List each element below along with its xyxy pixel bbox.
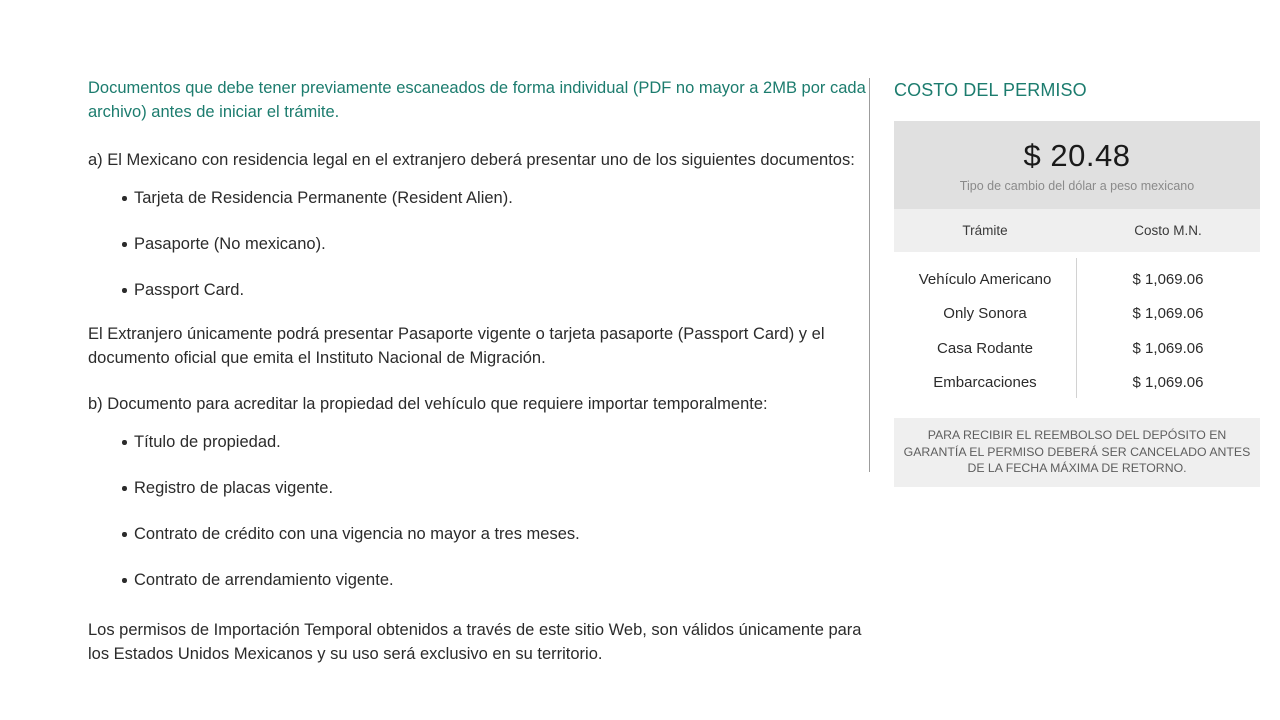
cell-tramite: Vehículo Americano: [918, 270, 1052, 288]
foreigner-note-paragraph: El Extranjero únicamente podrá presentar Pasaporte vigente o tarjeta pasaporte (Passport Card) y el documento oficial que emita el Instituto Nacional de Migración.: [88, 325, 825, 367]
exchange-rate-value: $ 20.48: [1023, 138, 1131, 173]
validity-note-paragraph: Los permisos de Importación Temporal obtenidos a través de este sitio Web, son válidos únicamente para los Estados Unidos Mexicanos y su uso será exclusivo en su territorio.: [88, 621, 862, 663]
cell-costo: $ 1,069.06: [1132, 305, 1204, 323]
panel-title: COSTO DEL PERMISO: [894, 80, 1087, 100]
permit-cost-panel: [894, 78, 1260, 487]
refund-notice-text: PARA RECIBIR EL REEMBOLSO DEL DEPÓSITO EN GARANTÍA EL PERMISO DEBERÁ SER CANCELADO ANTES DE LA FECHA MÁXIMA DE RETORNO.: [903, 428, 1251, 475]
cell-tramite: Only Sonora: [943, 305, 1027, 323]
list-item: Registro de placas vigente.: [88, 476, 866, 500]
exchange-rate-box: [894, 121, 1260, 209]
table-row: [894, 297, 1260, 332]
section-a-heading: a) El Mexicano con residencia legal en el extranjero deberá presentar uno de los siguientes documentos:: [88, 151, 855, 169]
cell-tramite: Embarcaciones: [933, 374, 1037, 392]
intro-heading: Documentos que debe tener previamente escaneados de forma individual (PDF no mayor a 2MB por cada archivo) antes de iniciar el trámite.: [88, 79, 866, 121]
column-header-costo: Costo M.N.: [1134, 223, 1202, 238]
list-item: Passport Card.: [88, 278, 866, 302]
table-row: [894, 366, 1260, 401]
table-row: [894, 262, 1260, 297]
exchange-rate-caption: Tipo de cambio del dólar a peso mexicano: [959, 179, 1195, 193]
cell-tramite: Casa Rodante: [937, 339, 1033, 357]
list-item: Tarjeta de Residencia Permanente (Resident Alien).: [88, 186, 866, 210]
list-item: Pasaporte (No mexicano).: [88, 232, 866, 256]
section-b-heading: b) Documento para acreditar la propiedad del vehículo que requiere importar temporalmente:: [88, 395, 768, 413]
table-column-separator: [1076, 258, 1077, 398]
cell-costo: $ 1,069.06: [1132, 270, 1204, 288]
list-item: Título de propiedad.: [88, 430, 866, 454]
cost-table-body: [894, 252, 1260, 400]
requirements-content: [88, 76, 866, 680]
column-divider: [869, 78, 870, 472]
cell-costo: $ 1,069.06: [1132, 374, 1204, 392]
table-row: [894, 331, 1260, 366]
column-header-tramite: Trámite: [962, 223, 1008, 238]
list-item: Contrato de crédito con una vigencia no mayor a tres meses.: [88, 522, 866, 546]
refund-notice-box: [894, 418, 1260, 487]
cell-costo: $ 1,069.06: [1132, 339, 1204, 357]
cost-table-header: [894, 209, 1260, 252]
section-a-document-list: [88, 186, 866, 302]
list-item: Contrato de arrendamiento vigente.: [88, 568, 866, 592]
section-b-document-list: [88, 430, 866, 592]
